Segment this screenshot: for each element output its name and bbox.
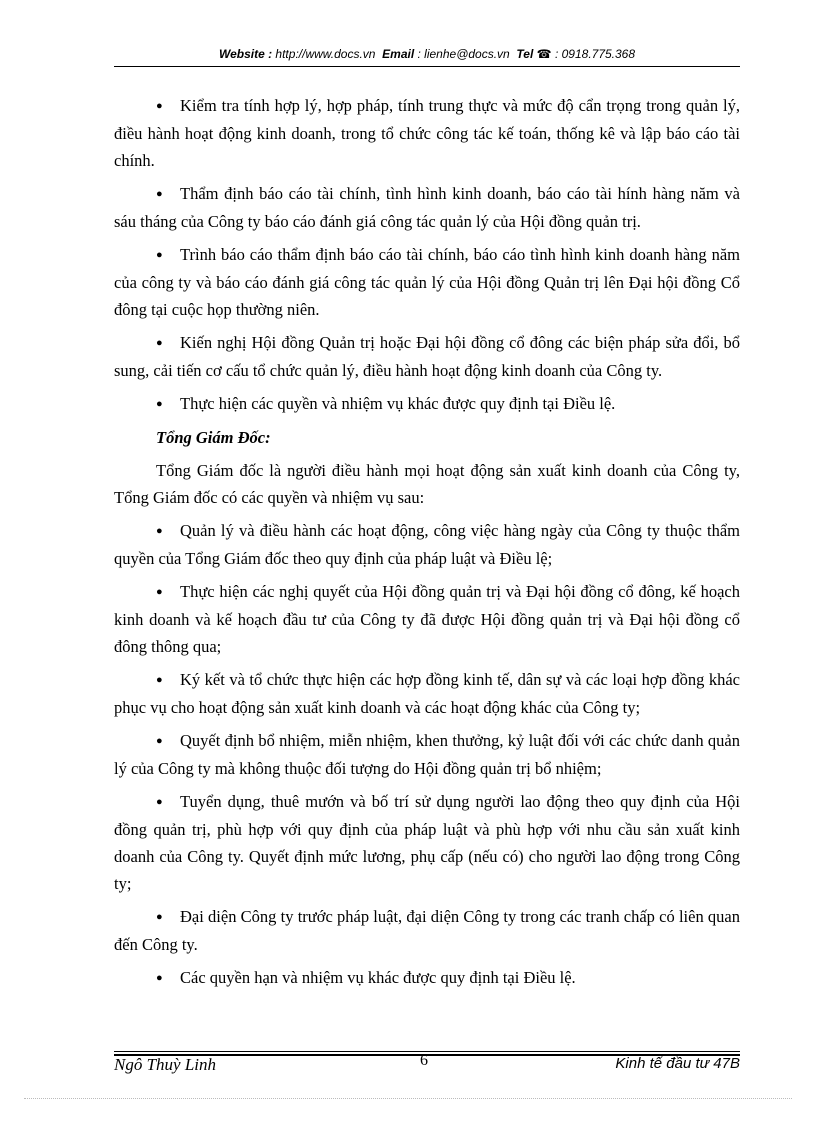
list-item: ● Kiểm tra tính hợp lý, hợp pháp, tính trung thực và mức độ cẩn trọng trong quản lý, điều hành hoạt động kinh doanh, trong tổ chức công tác kế toán, thống kê và lập báo cáo tài chính. [114,92,740,174]
document-body [114,92,740,998]
list-item: ● Trình báo cáo thẩm định báo cáo tài chính, báo cáo tình hình kinh doanh hàng năm của công ty và báo cáo đánh giá công tác quản lý của Hội đồng Quản trị lên Đại hội đồng Cổ đông tại cuộc họp thường niên. [114,241,740,323]
list-item: ● Tuyển dụng, thuê mướn và bố trí sử dụng người lao động theo quy định của Hội đồng quản trị, phù hợp với quy định của pháp luật và phù hợp với nhu cầu sản xuất kinh doanh của Công ty. Quyết định mức lương, phụ cấp (nếu có) cho người lao động trong Công ty; [114,788,740,897]
bullet-icon: ● [156,972,163,984]
bullet-icon: ● [156,337,163,349]
bullet-icon: ● [156,249,163,261]
list-item: ● Thực hiện các nghị quyết của Hội đồng quản trị và Đại hội đồng cổ đông, kế hoạch kinh doanh và kế hoạch đầu tư của Công ty đã được Hội đồng quản trị và Đại hội đồng cổ đông thông qua; [114,578,740,660]
bullet-icon: ● [156,100,163,112]
bullet-icon: ● [156,525,163,537]
website-link[interactable]: http://www.docs.vn [275,47,376,61]
tel-label: Tel [516,47,534,61]
list-item: ● Thẩm định báo cáo tài chính, tình hình kinh doanh, báo cáo tài hính hàng năm và sáu tháng của Công ty báo cáo đánh giá công tác quản lý của Hội đồng quản trị. [114,180,740,235]
tel-number: : 0918.775.368 [554,47,636,61]
list-item: ● Ký kết và tổ chức thực hiện các hợp đồng kinh tế, dân sự và các loại hợp đồng khác phục vụ cho hoạt động sản xuất kinh doanh và các hoạt động khác của Công ty; [114,666,740,721]
list-item: ● Thực hiện các quyền và nhiệm vụ khác được quy định tại Điều lệ. [114,390,740,418]
bullet-icon: ● [156,796,163,808]
list-item: ● Kiến nghị Hội đồng Quản trị hoặc Đại hội đồng cổ đông các biện pháp sửa đổi, bổ sung, cải tiến cơ cấu tổ chức quản lý, điều hành hoạt động kinh doanh của Công ty. [114,329,740,384]
email-label: Email [382,47,415,61]
list-item: ● Quản lý và điều hành các hoạt động, công việc hàng ngày của Công ty thuộc thẩm quyền của Tổng Giám đốc theo quy định của pháp luật và Điều lệ; [114,517,740,572]
bullet-icon: ● [156,674,163,686]
list-item: ● Các quyền hạn và nhiệm vụ khác được quy định tại Điều lệ. [114,964,740,992]
page-header [114,47,740,61]
paragraph: Tổng Giám đốc là người điều hành mọi hoạt động sản xuất kinh doanh của Công ty, Tổng Giám đốc có các quyền và nhiệm vụ sau: [114,461,740,507]
page-number: 6 [420,1052,428,1069]
bullet-icon: ● [156,735,163,747]
bullet-icon: ● [156,188,163,200]
section-heading: Tổng Giám Đốc: [156,428,271,447]
footer-author: Ngô Thuỳ Linh [114,1055,217,1074]
bullet-icon: ● [156,398,163,410]
email-link[interactable]: : lienhe@docs.vn [417,47,510,61]
page-bottom-edge [24,1098,792,1099]
phone-icon: ☎ [536,47,552,61]
bullet-icon: ● [156,911,163,923]
bullet-icon: ● [156,586,163,598]
footer-class: Kinh tế đầu tư 47B [615,1055,740,1072]
website-label: Website : [218,47,273,61]
header-divider [114,66,740,67]
list-item: ● Quyết định bổ nhiệm, miễn nhiệm, khen thưởng, kỷ luật đối với các chức danh quản lý của Công ty mà không thuộc đối tượng do Hội đồng quản trị bổ nhiệm; [114,727,740,782]
list-item: ● Đại diện Công ty trước pháp luật, đại diện Công ty trong các tranh chấp có liên quan đến Công ty. [114,903,740,958]
